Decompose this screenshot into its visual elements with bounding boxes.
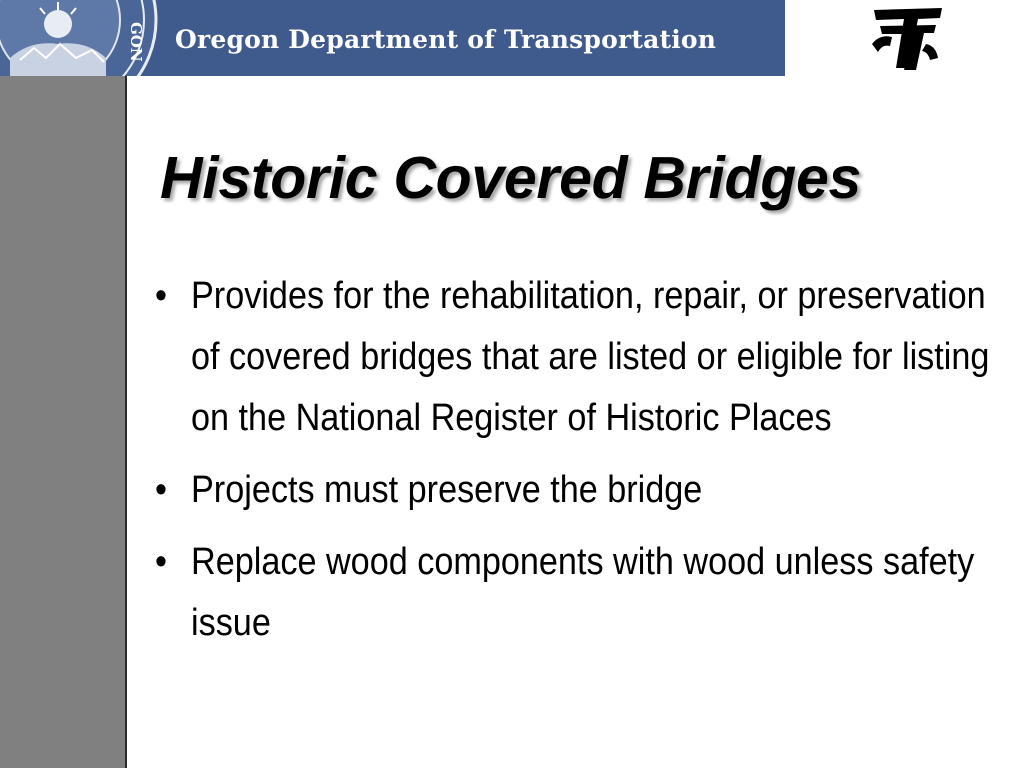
bullet-list xyxy=(155,266,995,665)
bullet-marker: • xyxy=(155,541,167,583)
sidebar-bar xyxy=(0,76,127,768)
bullet-text: Replace wood components with wood unless safety issue xyxy=(191,541,975,644)
odot-logo-icon xyxy=(870,4,946,72)
bullet-text: Provides for the rehabilitation, repair, or preservation of covered bridges that are listed or eligible for listing on the National Register of Historic Places xyxy=(191,275,990,439)
oregon-seal-icon xyxy=(0,0,160,76)
bullet-item xyxy=(155,532,1001,654)
bullet-marker: • xyxy=(155,469,167,511)
bullet-item xyxy=(155,266,1001,449)
bullet-text: Projects must preserve the bridge xyxy=(191,469,703,511)
svg-text:GON: GON xyxy=(127,22,145,62)
header-banner xyxy=(0,0,785,76)
slide-title: Historic Covered Bridges xyxy=(160,145,862,211)
bullet-marker: • xyxy=(155,275,167,317)
bullet-item xyxy=(155,460,1001,521)
agency-name: Oregon Department of Transportation xyxy=(175,25,717,54)
